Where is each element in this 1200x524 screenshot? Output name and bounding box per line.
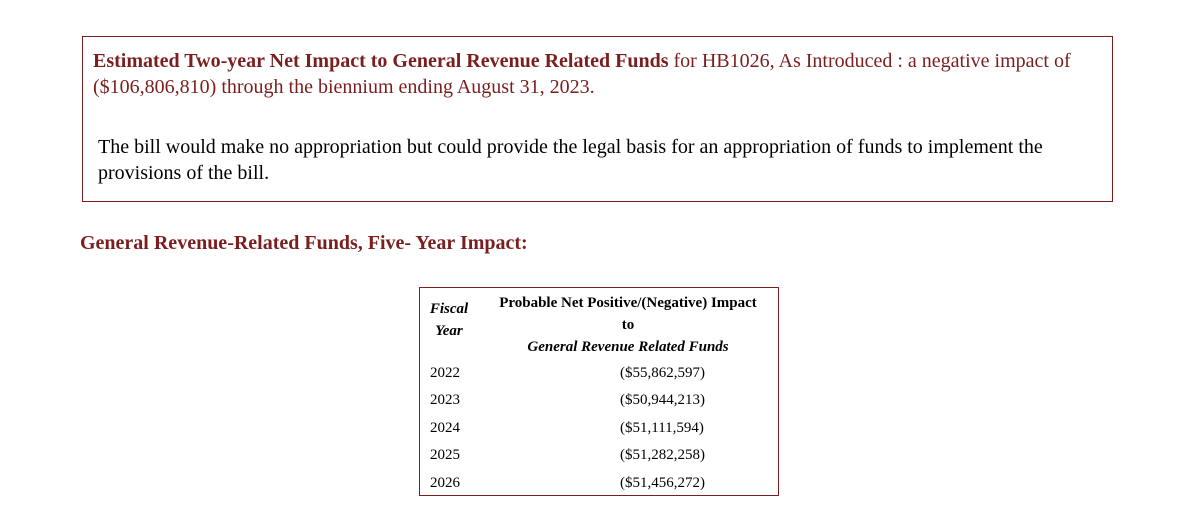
impact-header-line2: to — [621, 317, 635, 333]
impact-header-line1: Probable Net Positive/(Negative) Impact — [499, 295, 757, 311]
impact-amount-cell: ($55,862,597) — [620, 365, 705, 381]
impact-amount-cell: ($51,111,594) — [620, 419, 704, 436]
appropriation-note: The bill would make no appropriation but could provide the legal basis for an appropriation of funds to implement the provisions of the bill. — [98, 136, 1043, 184]
table-row — [420, 417, 778, 444]
fiscal-year-cell: 2024 — [430, 419, 460, 436]
table-row — [420, 362, 778, 389]
impact-amount-cell: ($51,456,272) — [620, 474, 705, 491]
five-year-impact-heading: General Revenue-Related Funds, Five- Year Impact: — [80, 232, 528, 254]
impact-amount-cell: ($51,282,258) — [620, 447, 705, 464]
table-row — [420, 472, 778, 499]
table-row — [420, 389, 778, 416]
impact-summary-text — [93, 48, 1103, 100]
impact-summary-box — [82, 36, 1113, 202]
impact-header-line3: General Revenue Related Funds — [527, 339, 729, 355]
fiscal-year-cell: 2022 — [430, 365, 460, 381]
impact-table-body — [420, 362, 778, 499]
fiscal-year-header-line2: Year — [435, 323, 463, 339]
fiscal-year-cell: 2023 — [430, 392, 460, 409]
fiscal-year-cell: 2026 — [430, 474, 460, 491]
five-year-impact-table — [419, 287, 779, 496]
table-row — [420, 444, 778, 471]
fiscal-year-header — [420, 298, 478, 342]
impact-header — [478, 292, 778, 358]
fiscal-year-cell: 2025 — [430, 447, 460, 464]
impact-amount-cell: ($50,944,213) — [620, 392, 705, 409]
fiscal-year-header-line1: Fiscal — [429, 301, 469, 317]
impact-summary-label: Estimated Two-year Net Impact to General Revenue Related Funds — [93, 50, 669, 72]
impact-summary-detail: for HB1026, As Introduced : a negative impact of ($106,806,810) through the biennium ending August 31, 2023. — [93, 50, 1071, 98]
